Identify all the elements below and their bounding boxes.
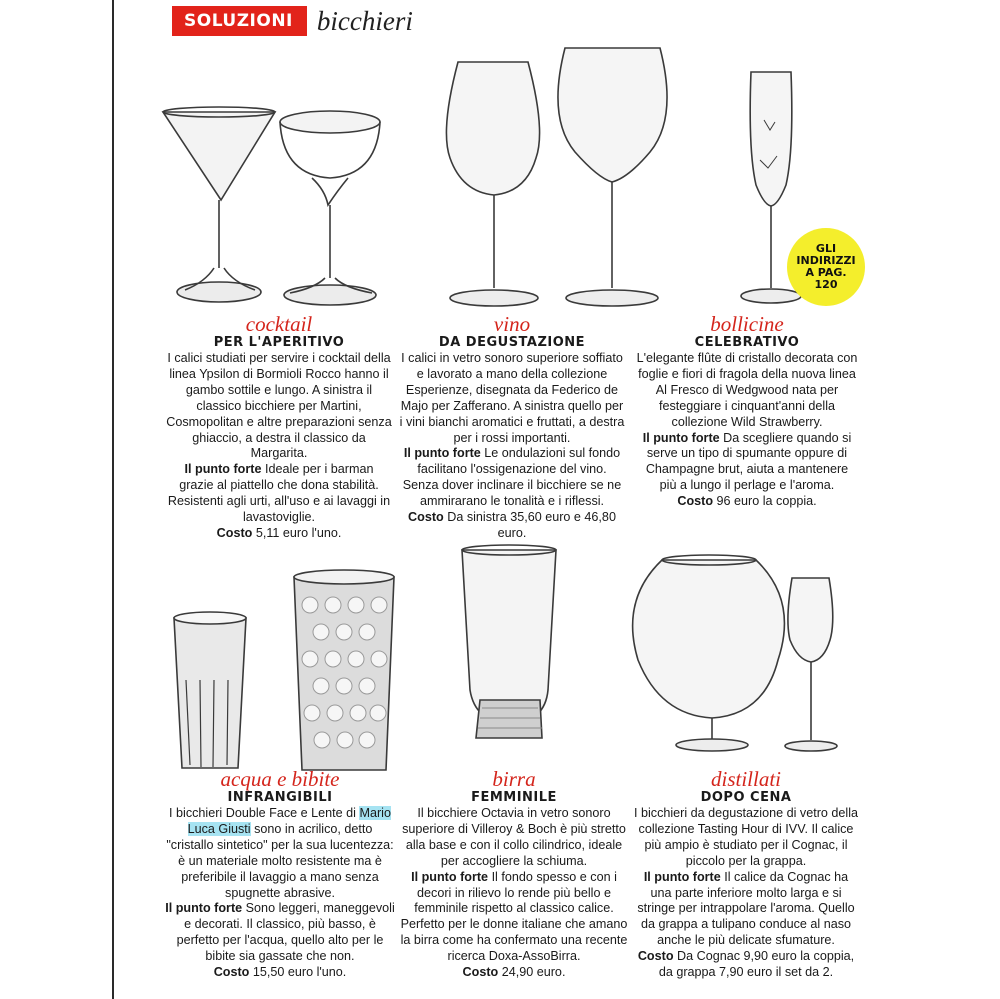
category-label: birra: [492, 767, 536, 791]
section-headline: DA DEGUSTAZIONE: [438, 335, 586, 350]
cost-label: Costo: [213, 965, 250, 980]
body-paragraph: Il bicchiere Octavia in vetro sonoro superiore di Villeroy & Boch è più stretto alla base e con il collo cilindrico, ideale per accogliere la schiuma.: [402, 806, 626, 868]
section-birra: [398, 768, 630, 981]
section-body: [166, 351, 392, 542]
section-body: [632, 806, 860, 981]
strong-label: Il punto forte: [642, 430, 720, 445]
double-face-tumbler-image: [174, 612, 246, 768]
margarita-glass-image: [280, 111, 380, 305]
strong-text: Le ondulazioni sul fondo facilitano l'ossigenazione del vino. Senza dover inclinare il bicchiere se ne ammirarano le tonalità e i riflessi.: [402, 446, 622, 509]
section-tag: SOLUZIONI: [172, 6, 307, 36]
strong-label: Il punto forte: [184, 462, 262, 477]
beer-glass-image: [462, 545, 556, 738]
category-label: distillati: [710, 767, 781, 791]
section-distillati: [632, 768, 860, 981]
cost-text: 96 euro la coppia.: [716, 494, 817, 509]
cost-text: 5,11 euro l'uno.: [255, 525, 342, 540]
strong-text: Da scegliere quando si serve un tipo di spumante oppure di Champagne brut, aiuta a mantenere più a lungo il perlage e l'aroma.: [645, 430, 852, 493]
cognac-glass-image: [633, 555, 785, 751]
category-label: vino: [493, 312, 531, 336]
cost-label: Costo: [462, 965, 499, 980]
cost-label: Costo: [408, 510, 444, 525]
cost-text: Da Cognac 9,90 euro la coppia, da grappa 7,90 euro il set da 2.: [658, 949, 855, 980]
body-paragraph: I calici studiati per servire i cocktail della linea Ypsilon di Bormioli Rocco hanno il gambo sottile e lungo. A sinistra il classico bicchiere per Martini, Cosmopolitan e altre preparazioni senza ghiaccio, a destra il classico da Margarita.: [166, 351, 392, 461]
red-wine-glass-image: [558, 48, 667, 306]
body-paragraph: I calici in vetro sonoro superiore soffiato e lavorato a mano della collezione Esperienze, disegnata da Federico de Majo per Zafferano. A sinistra quello per i vini bianchi aromatici e fruttati, a destra per i rossi importanti.: [399, 351, 625, 445]
cost-label: Costo: [677, 494, 714, 509]
section-headline: CELEBRATIVO: [694, 335, 800, 350]
cost-text: Da sinistra 35,60 euro e 46,80 euro.: [447, 510, 616, 540]
strong-label: Il punto forte: [165, 901, 243, 916]
strong-text: Il fondo spesso e con i decori in rilievo lo rende più bello e femminile rispetto al classico calice. Perfetto per le donne italiane che amano la birra come ha confermato una recente ricerca Doxa-AssoBirra.: [400, 869, 628, 964]
addresses-badge: GLI INDIRIZZI A PAG. 120: [787, 228, 865, 306]
section-body: [164, 806, 396, 981]
body-paragraph: I bicchieri da degustazione di vetro della collezione Tasting Hour di IVV. Il calice più ampio è studiato per il Cognac, il piccolo per la grappa.: [633, 806, 859, 868]
cost-text: 24,90 euro.: [501, 965, 566, 980]
section-headline: PER L'APERITIVO: [213, 335, 345, 350]
section-acqua-e-bibite: [164, 768, 396, 981]
section-body: [636, 351, 858, 510]
section-body: [398, 351, 626, 542]
category-label: acqua e bibite: [220, 767, 340, 791]
body-paragraph-start: I bicchieri Double Face e Lente di: [169, 806, 360, 820]
section-body: [398, 806, 630, 981]
strong-label: Il punto forte: [403, 446, 481, 461]
strong-label: Il punto forte: [643, 869, 721, 884]
cost-label: Costo: [637, 949, 674, 964]
body-paragraph: L'elegante flûte di cristallo decorata con foglie e fiori di fragola della nuova linea Al Fresco di Wedgwood nata per festeggiare i cinquant'anni della collezione Wild Strawberry.: [636, 351, 858, 429]
strong-text: Ideale per i barman grazie al piattello che dona stabilità. Resistenti agli urti, all'uso e ai lavaggi in lavastoviglie.: [167, 462, 391, 525]
martini-glass-image: [163, 107, 275, 302]
section-title: bicchieri: [316, 5, 413, 36]
highlighted-name: Mario Luca Giusti: [187, 806, 391, 836]
category-label: bollicine: [710, 312, 784, 336]
section-headline: DOPO CENA: [700, 790, 792, 805]
cost-text: 15,50 euro l'uno.: [252, 965, 347, 980]
category-label: cocktail: [245, 312, 313, 336]
lente-tall-glass-image: [294, 570, 394, 770]
section-vino: [398, 313, 626, 542]
body-paragraph-end: sono in acrilico, detto "cristallo sintetico" per la sua lucentezza: è un materiale molto resistente ma è preferibile il lavaggio a mano senza spugnette abrasive.: [166, 821, 394, 900]
section-cocktail: [166, 313, 392, 542]
strong-text: Il calice da Cognac ha una parte inferiore molto larga e si stringe per intrappolare l'aroma. Quello da grappa a tulipano conduce al naso anche le più delicate sfumature.: [637, 869, 855, 948]
strong-text: Sono leggeri, maneggevoli e decorati. Il classico, più basso, è perfetto per l'acqua, quello alto per le bibite sia gassate che non.: [176, 901, 395, 964]
section-headline: FEMMINILE: [471, 790, 557, 805]
grappa-glass-image: [785, 578, 837, 751]
strong-label: Il punto forte: [411, 869, 489, 884]
section-bollicine: [636, 313, 858, 510]
section-headline: INFRANGIBILI: [227, 790, 333, 805]
white-wine-glass-image: [446, 62, 539, 306]
cost-label: Costo: [216, 525, 253, 540]
